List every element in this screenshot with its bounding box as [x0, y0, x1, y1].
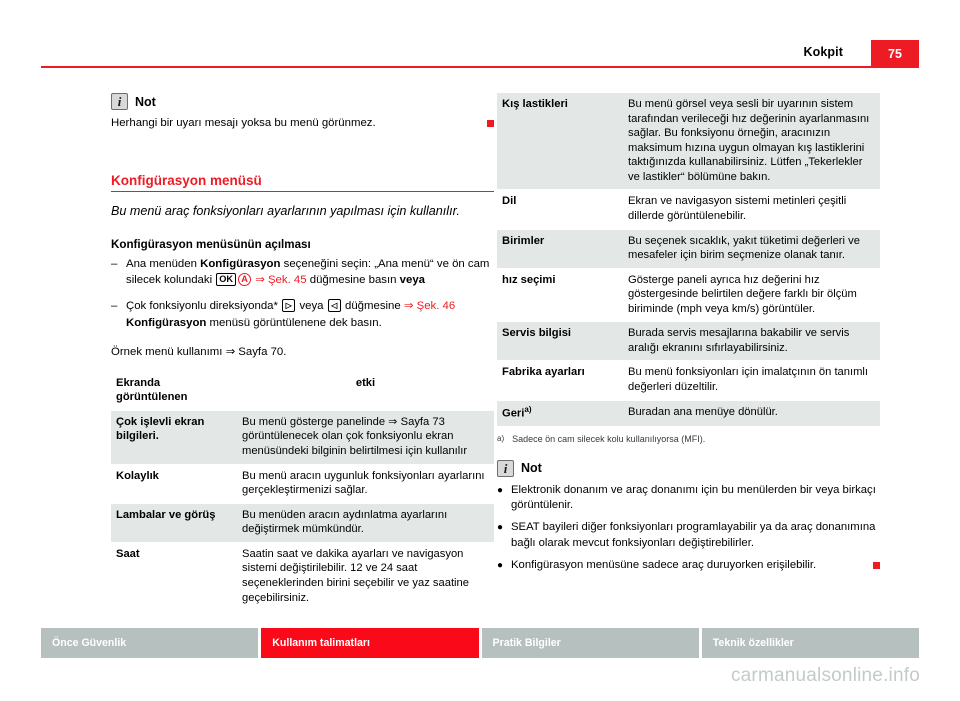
table-footnote: [497, 434, 880, 444]
page-title: Kokpit: [803, 45, 843, 59]
row-description: Saatin saat ve dakika ayarları ve navigasyon sistemi değiştirilebilir. 12 ve 24 saat seçeneklerinden birini seçebilir ve yaz saatine geçebilirsiniz.: [237, 542, 494, 610]
row-description: Bu seçenek sıcaklık, yakıt tüketimi değerleri ve mesafeler için birim seçmenize olanak tanır.: [623, 229, 880, 268]
row-description: Buradan ana menüye dönülür.: [623, 400, 880, 426]
step-text: Çok fonksiyonlu direksiyonda* ▷ veya ◁ düğmesine ⇒ Şek. 46 Konfigürasyon menüsü görüntülenene dek basın.: [126, 300, 456, 329]
table-row: [497, 400, 880, 426]
bullet-dot-icon: ●: [497, 522, 504, 534]
row-term-with-footnote: [497, 400, 623, 426]
section-subheading: Konfigürasyon menüsünün açılması: [111, 238, 311, 252]
note-heading: [497, 460, 880, 477]
note-bullet-text: SEAT bayileri diğer fonksiyonları programlayabilir ya da araç donanımına bağlı olarak mevcut fonksiyonları değiştirebilirler.: [511, 521, 876, 549]
table-row: [111, 410, 494, 464]
row-description: Bu menü görsel veya sesli bir uyarının sistem tarafından verileceği hız değerinin ayarlanmasını sağlar. Bu fonksiyonu örneğin, aracınızın maksimum hızına uygun olmayan kış lastiklerini taktığınızda kullanabilirsiniz. Lütfen „Tekerlekler ve lastikler“ bölümüne bakın.: [623, 93, 880, 190]
note-block-left: [111, 93, 494, 131]
dash-bullet-icon: –: [111, 258, 118, 271]
list-item: [111, 298, 494, 330]
arrow-left-key-icon: ◁: [328, 299, 341, 312]
list-item: [497, 520, 880, 551]
row-term: Saat: [111, 542, 237, 610]
row-term: Kış lastikleri: [497, 93, 623, 190]
row-description: Bu menü gösterge panelinde ⇒ Sayfa 73 görüntülenecek olan çok fonksiyonlu ekran menüsündeki bilginin belirtilmesi için kullanılır: [237, 410, 494, 464]
table-row: [111, 503, 494, 542]
footer-tab-practical-info[interactable]: Pratik Bilgiler: [482, 628, 699, 658]
display-effects-table: [111, 370, 494, 611]
a-marker-icon: A: [238, 273, 251, 286]
ok-key-icon: OK: [216, 273, 236, 286]
list-item: [497, 558, 880, 573]
cross-reference-link[interactable]: ⇒ Şek. 46: [403, 300, 456, 313]
table-row: [497, 268, 880, 322]
dash-bullet-icon: –: [111, 300, 118, 313]
footer-tabs: [41, 628, 919, 658]
footer-tab-technical-specs[interactable]: Teknik özellikler: [702, 628, 919, 658]
note-title: Not: [135, 94, 156, 109]
column-header-term: Ekranda görüntülenen: [111, 370, 237, 411]
row-term: Çok işlevli ekran bilgileri.: [111, 410, 237, 464]
footnote-marker: a): [497, 433, 505, 443]
table-row: [497, 322, 880, 361]
column-header-effect: etki: [237, 370, 494, 411]
arrow-right-key-icon: ▷: [282, 299, 295, 312]
note-heading: [111, 93, 494, 110]
row-term: Geri: [502, 407, 525, 420]
note-bullet-text: Elektronik donanım ve araç donanımı için bu menülerden bir veya birkaçı görüntülenir.: [511, 483, 876, 512]
table-row: [111, 464, 494, 503]
row-description: Bu menü aracın uygunluk fonksiyonları ayarlarını gerçekleştirmenizi sağlar.: [237, 464, 494, 503]
footer-tab-operating-instructions[interactable]: Kullanım talimatları: [261, 628, 478, 658]
cross-reference-link[interactable]: ⇒ Şek. 45: [255, 274, 307, 287]
row-term: Dil: [497, 190, 623, 229]
configuration-options-table: [497, 93, 880, 427]
table-header-row: [111, 370, 494, 411]
configuration-section: [111, 173, 494, 361]
example-usage-line: Örnek menü kullanımı ⇒ Sayfa 70.: [111, 345, 287, 358]
row-description: Bu menüden aracın aydınlatma ayarlarını değiştirmek mümkündür.: [237, 503, 494, 542]
row-term: Fabrika ayarları: [497, 361, 623, 400]
table-row: [497, 93, 880, 190]
row-description: Gösterge paneli ayrıca hız değerini hız göstergesinde belirtilen değere farklı bir ölçüm biriminde (mph veya km/s) görüntüler.: [623, 268, 880, 322]
info-icon: i: [111, 93, 128, 110]
note-bullet-label: Konfigürasyon menüsüne sadece araç duruyorken erişilebilir.: [511, 558, 817, 571]
table-row: [111, 542, 494, 610]
list-item: [497, 483, 880, 514]
section-intro: Bu menü araç fonksiyonları ayarlarının yapılması için kullanılır.: [111, 204, 460, 219]
footer-tab-safety[interactable]: Önce Güvenlik: [41, 628, 258, 658]
row-description: Burada servis mesajlarına bakabilir ve servis aralığı ekranını sıfırlayabilirsiniz.: [623, 322, 880, 361]
note-bullet-text: [511, 558, 880, 573]
row-term: Lambalar ve görüş: [111, 503, 237, 542]
footnote-text: Sadece ön cam silecek kolu kullanılıyorsa (MFI).: [512, 433, 706, 444]
page-header: [41, 40, 919, 72]
note-text: Herhangi bir uyarı mesajı yoksa bu menü görünmez.: [111, 117, 376, 129]
bullet-dot-icon: ●: [497, 484, 504, 496]
steps-list: [111, 256, 494, 331]
info-icon: i: [497, 460, 514, 477]
row-term: Kolaylık: [111, 464, 237, 503]
header-rule: [41, 66, 919, 68]
note-title: Not: [521, 461, 542, 476]
right-column: [497, 93, 880, 580]
footnote-marker: a): [524, 404, 532, 414]
row-term: hız seçimi: [497, 268, 623, 322]
table-row: [497, 190, 880, 229]
list-item: [111, 256, 494, 288]
step-text: Ana menüden Konfigürasyon seçeneğini seçin: „Ana menü“ ve ön cam silecek kolundaki OK A ⇒ Şek. 45 düğmesine basın veya: [126, 258, 490, 287]
row-term: Servis bilgisi: [497, 322, 623, 361]
row-description: Ekran ve navigasyon sistemi metinleri çeşitli dillerde görüntülenebilir.: [623, 190, 880, 229]
watermark: carmanualsonline.info: [730, 665, 920, 686]
page-number-badge: 75: [871, 40, 919, 68]
note-body: [111, 116, 494, 131]
section-end-marker: [487, 120, 494, 127]
table-row: [497, 361, 880, 400]
left-column: [111, 93, 494, 611]
table-row: [497, 229, 880, 268]
section-title: Konfigürasyon menüsü: [111, 173, 494, 192]
row-description: Bu menü fonksiyonları için imalatçının ön tanımlı değerleri düzeltilir.: [623, 361, 880, 400]
bullet-dot-icon: ●: [497, 559, 504, 571]
section-end-marker: [873, 562, 880, 569]
row-term: Birimler: [497, 229, 623, 268]
note-block-right: [497, 460, 880, 573]
